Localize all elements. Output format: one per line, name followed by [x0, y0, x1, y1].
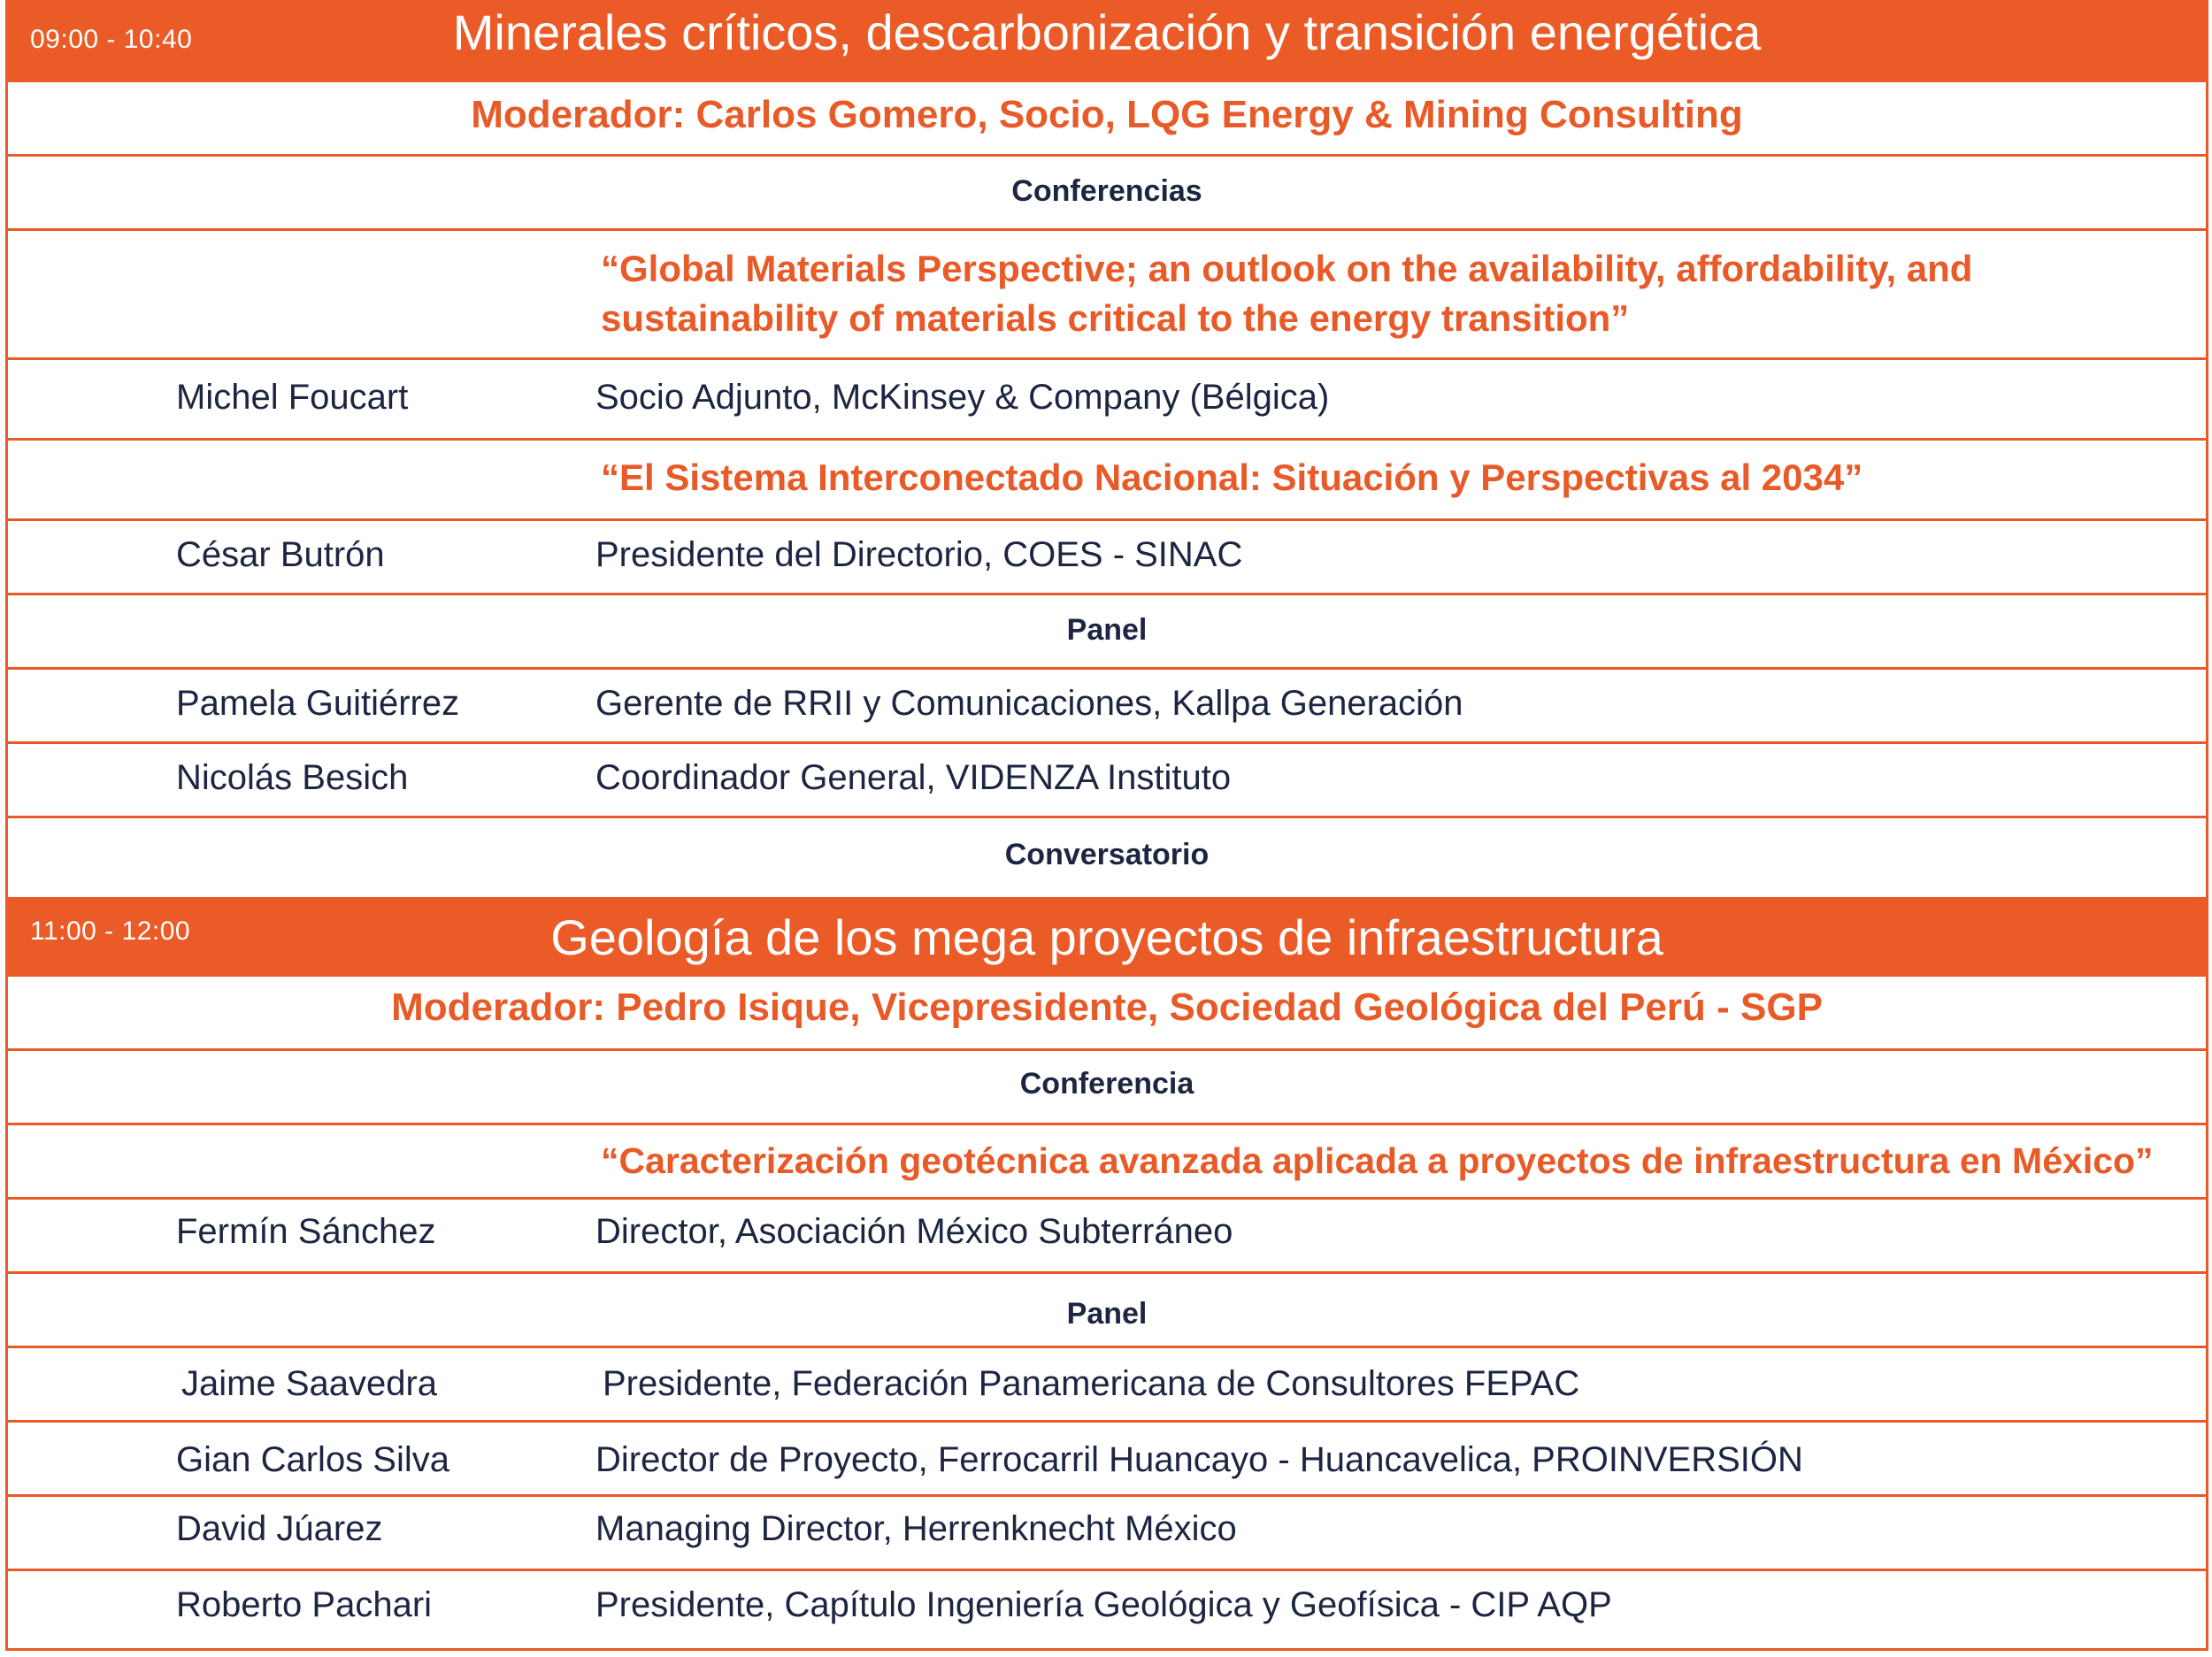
- session-1-moderator-row: [5, 82, 2208, 157]
- panelist-role: Managing Director, Herrenknecht México: [595, 1509, 1237, 1548]
- session-2-panel-row: [5, 1274, 2208, 1348]
- panelist-name: Roberto Pachari: [176, 1585, 433, 1624]
- session-2-speaker-1-row: [5, 1200, 2208, 1274]
- panelist-name: Gian Carlos Silva: [176, 1440, 450, 1479]
- session-1-conversatorio-row: [5, 818, 2208, 897]
- session-2-time: 11:00 - 12:00: [30, 917, 191, 946]
- talk-title: “El Sistema Interconectado Nacional: Situación y Perspectivas al 2034”: [601, 456, 1863, 498]
- panelist-role: Coordinador General, VIDENZA Instituto: [595, 758, 1232, 797]
- session-1-title: Minerales críticos, descarbonización y transición energética: [452, 4, 1762, 60]
- session-2-panelist-1-row: [5, 1348, 2208, 1423]
- session-2-title: Geología de los mega proyectos de infraestructura: [550, 909, 1663, 965]
- section-label-conversatorio: Conversatorio: [1004, 838, 1210, 871]
- session-1-panelist-1-row: [5, 670, 2208, 744]
- session-2-talk-1-row: [5, 1125, 2208, 1200]
- session-1-speaker-1-row: [5, 360, 2208, 441]
- panelist-name: David Júarez: [176, 1509, 383, 1548]
- section-label-panel: Panel: [1066, 1297, 1148, 1331]
- session-1-panelist-2-row: [5, 744, 2208, 818]
- session-1-time: 09:00 - 10:40: [30, 25, 193, 54]
- session-1-header: [5, 0, 2208, 82]
- session-2-moderator: Moderador: Pedro Isique, Vicepresidente, Sociedad Geológica del Perú - SGP: [391, 986, 1823, 1029]
- speaker-name: César Butrón: [176, 535, 385, 574]
- session-1-talk-1-row: [5, 231, 2208, 360]
- section-label-conferences: Conferencias: [1011, 174, 1202, 208]
- panelist-name: Nicolás Besich: [176, 758, 409, 797]
- panelist-name: Jaime Saavedra: [181, 1364, 438, 1403]
- section-label-panel: Panel: [1066, 613, 1148, 647]
- session-2-panelist-4-row: [5, 1571, 2208, 1651]
- panelist-role: Presidente, Capítulo Ingeniería Geológica y Geofísica - CIP AQP: [595, 1585, 1612, 1624]
- section-label-conference: Conferencia: [1019, 1067, 1194, 1101]
- speaker-role: Presidente del Directorio, COES - SINAC: [595, 535, 1243, 574]
- talk-title: “Global Materials Perspective; an outlook on the availability, affordability, and sustainability of materials critical to the energy transition”: [601, 248, 1973, 339]
- panelist-role: Director de Proyecto, Ferrocarril Huancayo - Huancavelica, PROINVERSIÓN: [595, 1440, 1803, 1479]
- speaker-name: Michel Foucart: [176, 378, 409, 417]
- session-1-speaker-2-row: [5, 521, 2208, 595]
- session-1-panel-row: [5, 595, 2208, 670]
- panelist-name: Pamela Guitiérrez: [176, 684, 460, 723]
- panelist-role: Gerente de RRII y Comunicaciones, Kallpa Generación: [595, 684, 1463, 723]
- session-2-header: [5, 897, 2208, 977]
- speaker-role: Socio Adjunto, McKinsey & Company (Bélgica): [595, 378, 1330, 417]
- session-1-moderator: Moderador: Carlos Gomero, Socio, LQG Energy & Mining Consulting: [471, 93, 1743, 136]
- speaker-role: Director, Asociación México Subterráneo: [595, 1212, 1233, 1251]
- session-2-panelist-2-row: [5, 1423, 2208, 1497]
- session-2-moderator-row: [5, 977, 2208, 1051]
- panelist-role: Presidente, Federación Panamericana de Consultores FEPAC: [603, 1364, 1580, 1403]
- talk-title: “Caracterización geotécnica avanzada aplicada a proyectos de infraestructura en México”: [601, 1140, 2154, 1181]
- session-2-panelist-3-row: [5, 1497, 2208, 1571]
- session-1-conferences-row: [5, 157, 2208, 231]
- session-2-conference-row: [5, 1051, 2208, 1125]
- speaker-name: Fermín Sánchez: [176, 1212, 436, 1251]
- session-1-talk-2-row: [5, 441, 2208, 521]
